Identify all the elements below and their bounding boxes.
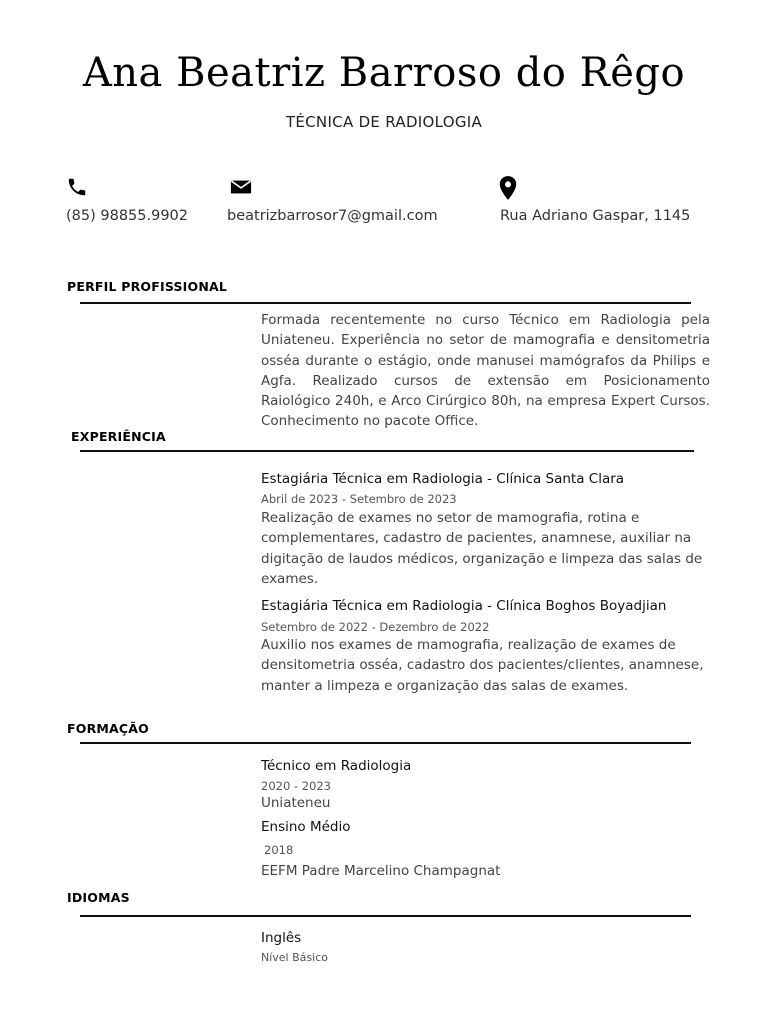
experience-role: Estagiária Técnica em Radiologia - Clínica Boghos Boyadjian <box>261 598 667 614</box>
phone-number[interactable]: (85) 98855.9902 <box>66 208 189 224</box>
education-course: Ensino Médio <box>261 819 351 835</box>
languages-section-title: IDIOMAS <box>67 890 130 905</box>
map-pin-icon <box>497 175 519 201</box>
experience-period: Abril de 2023 - Setembro de 2023 <box>261 492 457 506</box>
education-course: Técnico em Radiologia <box>261 758 412 774</box>
job-title: TÉCNICA DE RADIOLOGIA <box>285 113 483 131</box>
street-address: Rua Adriano Gaspar, 1145 <box>500 208 691 224</box>
languages-divider <box>80 915 691 917</box>
candidate-name: Ana Beatriz Barroso do Rêgo <box>82 50 686 96</box>
education-divider <box>80 742 691 744</box>
profile-section-title: PERFIL PROFISSIONAL <box>67 279 228 294</box>
education-school: EEFM Padre Marcelino Champagnat <box>261 863 501 879</box>
experience-section-title: EXPERIÊNCIA <box>71 429 166 444</box>
education-period: 2020 - 2023 <box>261 779 331 793</box>
language-level: Nível Básico <box>261 951 328 964</box>
phone-icon <box>66 176 88 198</box>
education-section-title: FORMAÇÃO <box>67 721 149 736</box>
email-address[interactable]: beatrizbarrosor7@gmail.com <box>227 208 438 224</box>
experience-period: Setembro de 2022 - Dezembro de 2022 <box>261 620 490 634</box>
education-school: Uniateneu <box>261 795 331 811</box>
experience-description: Auxilio nos exames de mamografia, realização de exames de densitometria osséa, cadastro dos pacientes/clientes, anamnese, manter a limpeza e organização das salas de exames. <box>261 637 704 694</box>
experience-divider <box>80 450 694 452</box>
envelope-icon <box>230 176 252 198</box>
language-name: Inglês <box>261 930 302 946</box>
profile-divider <box>80 302 691 304</box>
profile-summary: Formada recentemente no curso Técnico em Radiologia pela Uniateneu. Experiência no setor de mamografia e densitometria osséa durante o estágio, onde manusei mamógrafos da Philips e Agfa. Realizado cursos de extensão em Posicionamento Raiológico 240h, e Arco Cirúrgico 80h, na empresa Expert Cursos. Conhecimento no pacote Office. <box>261 312 710 430</box>
experience-role: Estagiária Técnica em Radiologia - Clínica Santa Clara <box>261 471 625 487</box>
education-period: 2018 <box>264 843 294 857</box>
experience-description: Realização de exames no setor de mamografia, rotina e complementares, cadastro de pacientes, anamnese, auxiliar na digitação de laudos médicos, organização e limpeza das salas de exames. <box>261 510 703 587</box>
